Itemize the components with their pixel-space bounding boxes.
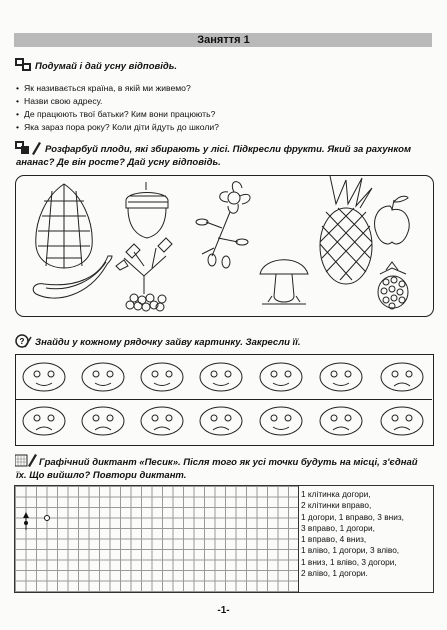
apple-icon — [375, 196, 410, 244]
pine-cone-icon — [36, 184, 92, 268]
sad-face-icon — [381, 363, 423, 391]
find-odd-task-icon — [15, 334, 32, 348]
dictation-step: 1 вправо, 4 вниз, — [301, 534, 367, 545]
dictation-area — [14, 485, 434, 593]
sad-face-icon — [320, 407, 362, 435]
start-markers — [15, 486, 298, 592]
lesson-title: Заняття 1 — [197, 34, 250, 46]
acorn-icon — [126, 182, 168, 238]
graph-paper-grid[interactable] — [15, 486, 299, 592]
sad-face-icon — [141, 407, 183, 435]
page-number: -1- — [217, 605, 230, 616]
smile-face-icon — [200, 363, 242, 391]
dictation-step: 3 вправо, 1 догори, — [301, 522, 375, 533]
raspberry-icon — [378, 262, 408, 309]
start-circle — [45, 516, 50, 521]
smile-face-icon — [141, 363, 183, 391]
question-item: • Як називається країна, в якій ми живемо? — [16, 82, 219, 95]
smile-face-icon — [260, 407, 302, 435]
dictation-step: 2 клітинки вправо, — [301, 500, 372, 511]
rosehip-flower-icon — [196, 182, 250, 268]
svg-text:?: ? — [19, 337, 25, 346]
fruit-picture-box — [15, 175, 434, 317]
sad-face-icon — [23, 407, 65, 435]
question-item: • Назви свою адресу. — [16, 95, 219, 108]
task2-line1: Розфарбуй плоди, які збирають у лісі. Підкресли фрукти. Який за рахунком — [45, 144, 411, 155]
dictation-step: 1 клітинка догори, — [301, 489, 371, 499]
dictation-step: 1 догори, 1 вправо, 3 вниз, — [301, 511, 404, 522]
dictation-instructions — [298, 489, 435, 579]
fruits-illustration — [16, 176, 433, 316]
task4-line1: Графічний диктант «Песик». Після того як усі точки будуть на місці, з'єднай — [39, 457, 418, 468]
task3-title: Знайди у кожному рядочку зайву картинку. Закресли її. — [35, 337, 301, 348]
rowan-berries-icon — [116, 238, 172, 311]
start-dot — [24, 521, 28, 525]
dictation-step: 1 вниз, 1 вліво, 3 догори, — [301, 556, 397, 567]
task4-line2: їх. Що вийшло? Повтори диктант. — [16, 470, 187, 481]
color-task-icon — [15, 141, 41, 155]
sad-face-icon — [82, 407, 124, 435]
question-item: • Яка зараз пора року? Коли діти йдуть до школи? — [16, 121, 219, 134]
smile-face-icon — [23, 363, 65, 391]
sad-face-icon — [200, 407, 242, 435]
smile-face-icon — [260, 363, 302, 391]
pineapple-icon — [320, 176, 372, 284]
dictation-step: 1 вліво, 1 догори, 3 вліво, — [301, 545, 400, 556]
task2-line2: ананас? Де він росте? Дай усну відповідь. — [16, 157, 221, 168]
smile-face-icon — [82, 363, 124, 391]
speech-task-icon — [15, 58, 32, 72]
mushroom-icon — [260, 260, 308, 304]
sad-face-icon — [381, 407, 423, 435]
question-item: • Де працюють твої батьки? Ким вони працюють? — [16, 108, 219, 121]
dictation-task-icon — [15, 453, 37, 467]
task1-title: Подумай і дай усну відповідь. — [35, 61, 178, 72]
dictation-step: 2 вліво, 1 догори. — [301, 568, 368, 579]
task1-questions — [16, 82, 219, 134]
faces-illustration — [15, 354, 432, 444]
smile-face-icon — [320, 363, 362, 391]
